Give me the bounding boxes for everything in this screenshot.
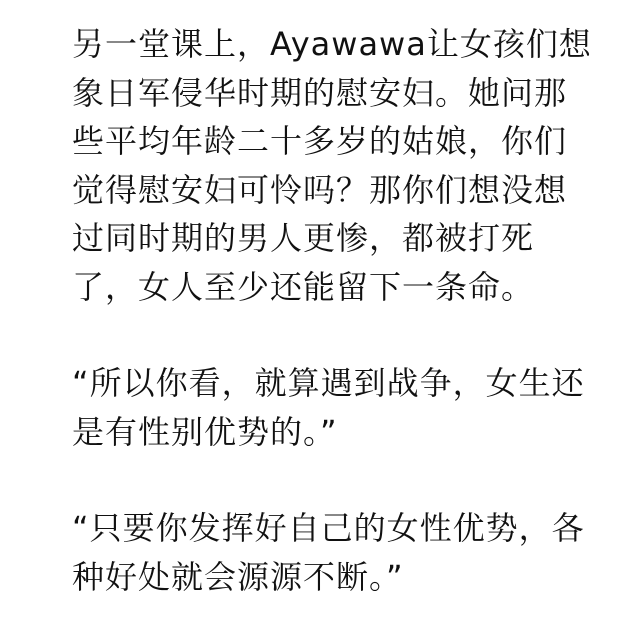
paragraph-line: 种好处就会源源不断。”	[72, 557, 404, 596]
paragraph-line: 是有性别优势的。”	[72, 412, 338, 451]
paragraph-1	[72, 20, 592, 311]
paragraph-line: 了，女人至少还能留下一条命。	[72, 267, 535, 306]
paragraph-line: 另一堂课上，Ayawawa让女孩们想	[72, 25, 592, 63]
paragraph-line: 觉得慰安妇可怜吗？那你们想没想	[72, 170, 568, 209]
paragraph-3	[72, 504, 585, 601]
article-body	[72, 20, 592, 601]
paragraph-line: 象日军侵华时期的慰安妇。她问那	[72, 73, 568, 112]
paragraph-line: “所以你看，就算遇到战争，女生还	[72, 364, 585, 402]
paragraph-2	[72, 359, 585, 456]
paragraph-line: 些平均年龄二十多岁的姑娘，你们	[72, 122, 568, 160]
paragraph-line: “只要你发挥好自己的女性优势，各	[72, 509, 585, 547]
paragraph-line: 过同时期的男人更惨，都被打死	[72, 219, 535, 257]
